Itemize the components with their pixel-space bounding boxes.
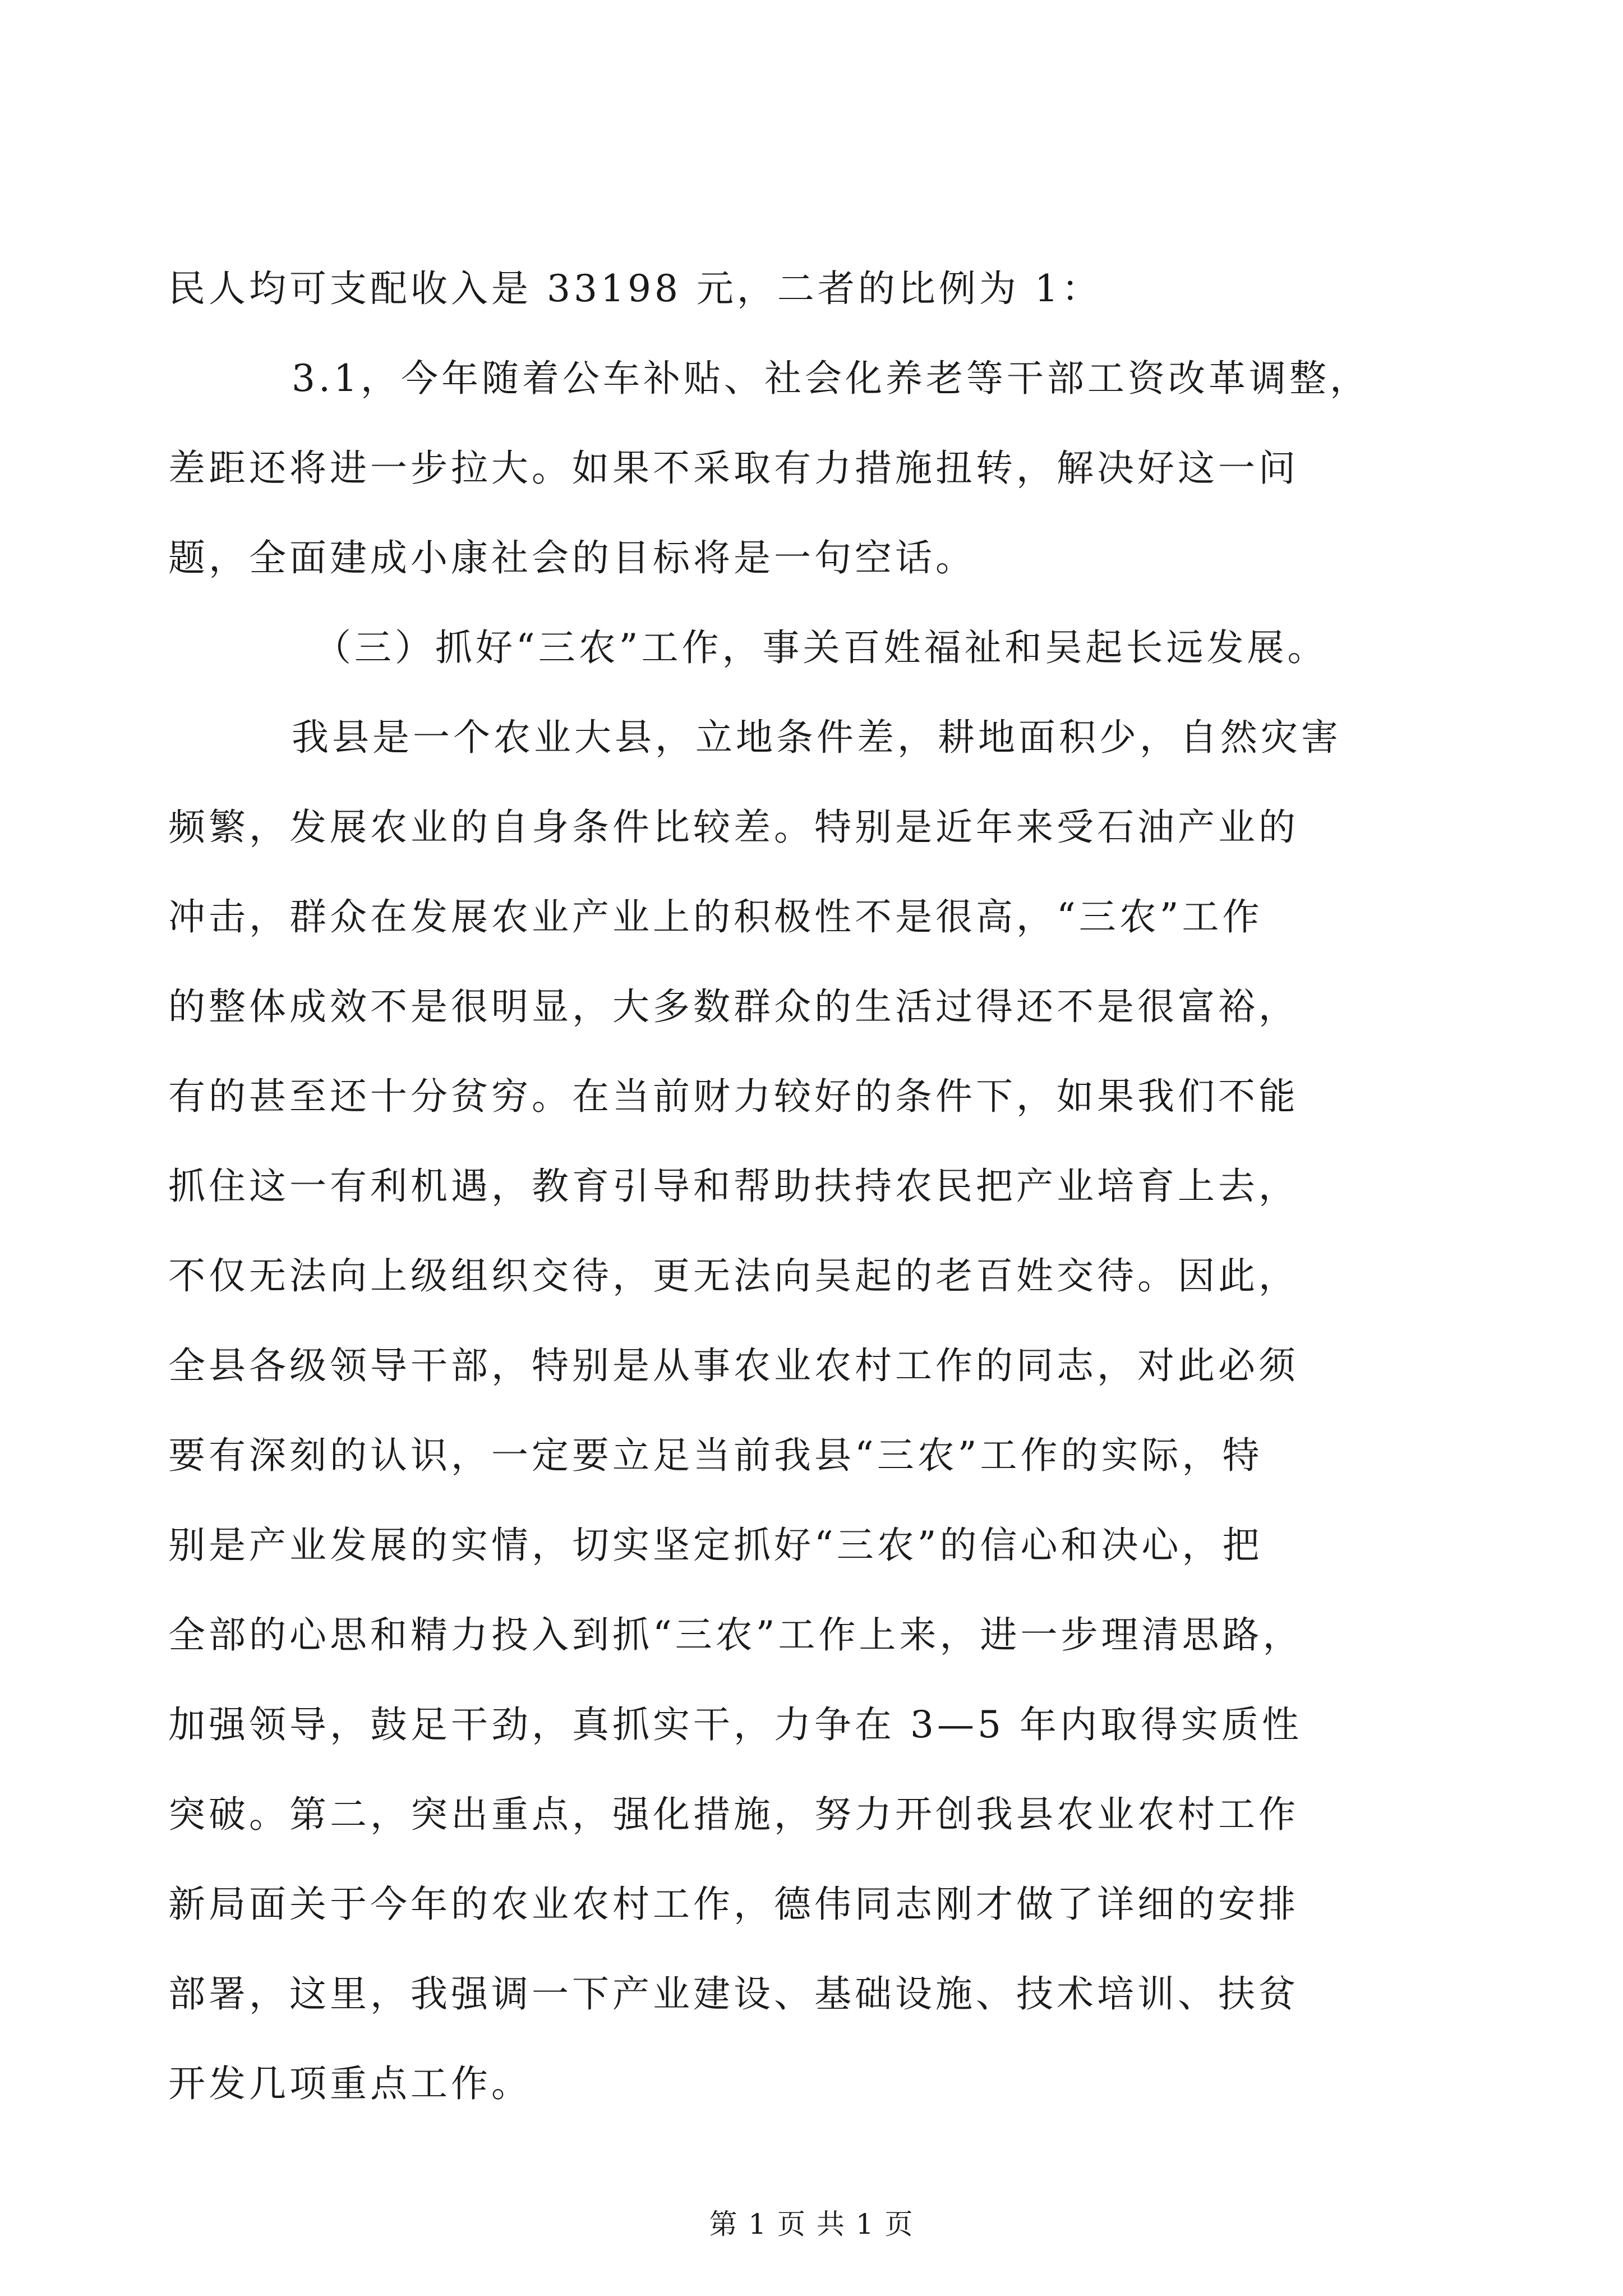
text-line: 突破。第二，突出重点，强化措施，努力开创我县农业农村工作 — [168, 1793, 1299, 1836]
text-line: 题，全面建成小康社会的目标将是一句空话。 — [168, 536, 976, 579]
text-line: 全部的心思和精力投入到抓“三农”工作上来，进一步理清思路， — [168, 1613, 1303, 1657]
text-line: 不仅无法向上级组织交待，更无法向吴起的老百姓交待。因此， — [168, 1254, 1299, 1297]
text-line: 加强领导，鼓足干劲，真抓实干，力争在 3—5 年内取得实质性 — [168, 1703, 1302, 1746]
text-line: 抓住这一有利机遇，教育引导和帮助扶持农民把产业培育上去， — [168, 1165, 1299, 1208]
text-line: 民人均可支配收入是 33198 元，二者的比例为 1： — [168, 267, 1102, 310]
text-line: 要有深刻的认识，一定要立足当前我县“三农”工作的实际，特 — [168, 1434, 1263, 1477]
text-line: 开发几项重点工作。 — [168, 2062, 532, 2105]
text-line: 差距还将进一步拉大。如果不采取有力措施扭转，解决好这一问 — [168, 447, 1299, 490]
text-line: 我县是一个农业大县，立地条件差，耕地面积少，自然灾害 — [292, 716, 1341, 759]
text-line: 全县各级领导干部，特别是从事农业农村工作的同志，对此必须 — [168, 1344, 1299, 1387]
section-heading: （三）抓好“三农”工作，事关百姓福祉和吴起长远发展。 — [314, 626, 1328, 669]
text-line: 频繁，发展农业的自身条件比较差。特别是近年来受石油产业的 — [168, 806, 1299, 849]
text-line: 有的甚至还十分贫穷。在当前财力较好的条件下，如果我们不能 — [168, 1075, 1299, 1118]
text-line: 新局面关于今年的农业农村工作，德伟同志刚才做了详细的安排 — [168, 1883, 1299, 1926]
text-line: 部署，这里，我强调一下产业建设、基础设施、技术培训、扶贫 — [168, 1972, 1299, 2016]
text-line: 冲击，群众在发展农业产业上的积极性不是很高，“三农”工作 — [168, 895, 1263, 938]
text-line: 的整体成效不是很明显，大多数群众的生活过得还不是很富裕， — [168, 985, 1299, 1028]
page-number-footer: 第 1 页 共 1 页 — [709, 2208, 914, 2240]
text-line: 3.1，今年随着公车补贴、社会化养老等干部工资改革调整， — [292, 357, 1370, 400]
text-line: 别是产业发展的实情，切实坚定抓好“三农”的信心和决心，把 — [168, 1524, 1263, 1567]
